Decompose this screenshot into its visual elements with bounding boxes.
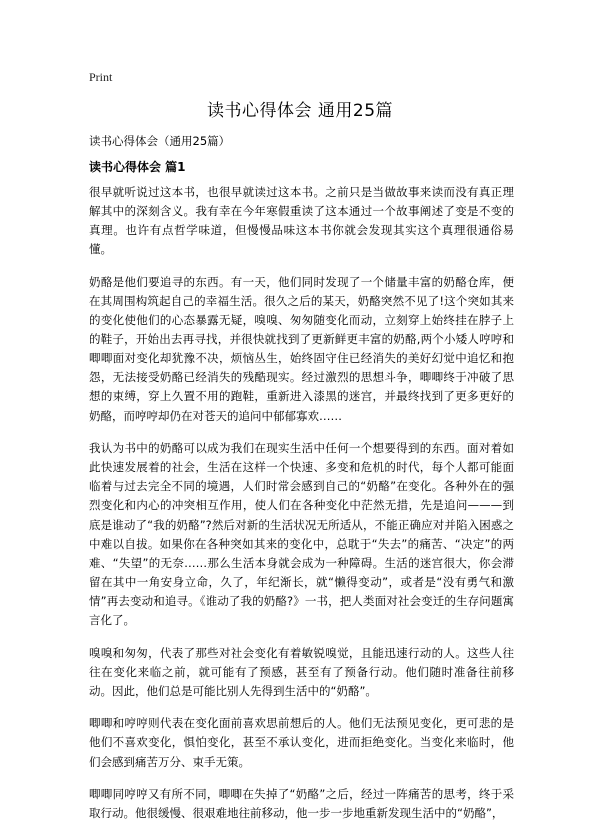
print-link[interactable]: Print <box>89 70 113 84</box>
paragraph-6: 唧唧同哼哼又有所不同，唧唧在失掉了“奶酪”之后，经过一阵痛苦的思考，终于采取行动。他很缓慢、很艰难地往前移动，他一步一步地重新发现生活中的“奶酪”， <box>89 787 514 821</box>
paragraph-1: 很早就听说过这本书，也很早就读过这本书。之前只是当做故事来读而没有真正理解其中的深刻含义。我有幸在今年寒假重读了这本通过一个故事阐述了变是不变的真理。也许有点哲学味道，但慢慢品味这本书你就会发现其实这个真理很通俗易懂。 <box>89 185 514 257</box>
paragraph-3: 我认为书中的奶酪可以成为我们在现实生活中任何一个想要得到的东西。面对着如此快速发展着的社会，生活在这样一个快速、多变和危机的时代，每个人都可能面临着与过去完全不同的境遇，人们时常会感到自己的“奶酪”在变化。各种外在的强烈变化和内心的冲突相互作用，使人们在各种变化中茫然无措，先是追问———到底是谁动了“我的奶酪”?然后对新的生活状况无所适从，不能正确应对并陷入困惑之中难以自拔。如果你在各种突如其来的变化中，总耽于“失去”的痛苦、“决定”的两难、“失望”的无奈……那么生活本身就会成为一种障碍。生活的迷宫很大，你会滞留在其中一角安身立命，久了，年纪渐长，就“懒得变动”，或者是“没有勇气和激情”再去变动和追寻。《谁动了我的奶酪?》一书，把人类面对社会变迁的生存问题寓言化了。 <box>89 441 514 627</box>
paragraph-5: 唧唧和哼哼则代表在变化面前喜欢思前想后的人。他们无法预见变化，更可悲的是他们不喜欢变化，惧怕变化，甚至不承认变化，进而拒绝变化。当变化来临时，他们会感到痛苦万分、束手无策。 <box>89 716 514 769</box>
document-subtitle: 读书心得体会（通用25篇） <box>89 134 231 148</box>
document-title: 读书心得体会 通用25篇 <box>206 101 394 121</box>
section-heading: 读书心得体会 篇1 <box>89 160 186 174</box>
article-body <box>89 183 514 837</box>
paragraph-2: 奶酪是他们要追寻的东西。有一天，他们同时发现了一个储量丰富的奶酪仓库，便在其周围构筑起自己的幸福生活。很久之后的某天，奶酪突然不见了!这个突如其来的变化使他们的心态暴露无疑，嗅嗅、匆匆随变化而动，立刻穿上始终挂在脖子上的鞋子，开始出去再寻找，并很快就找到了更新鲜更丰富的奶酪,两个小矮人哼哼和唧唧面对变化却犹豫不决，烦恼丛生，始终固守住已经消失的美好幻觉中追忆和抱怨，无法接受奶酪已经消失的残酷现实。经过激烈的思想斗争，唧唧终于冲破了思想的束缚，穿上久置不用的跑鞋，重新进入漆黑的迷宫，并最终找到了更多更好的奶酪，而哼哼却仍在对苍天的追问中郁郁寡欢…… <box>89 274 514 423</box>
paragraph-4: 嗅嗅和匆匆，代表了那些对社会变化有着敏锐嗅觉，且能迅速行动的人。这些人往往在变化来临之前，就可能有了预感，甚至有了预备行动。他们随时准备往前移动。因此，他们总是可能比别人先得到生活中的“奶酪”。 <box>89 645 514 698</box>
